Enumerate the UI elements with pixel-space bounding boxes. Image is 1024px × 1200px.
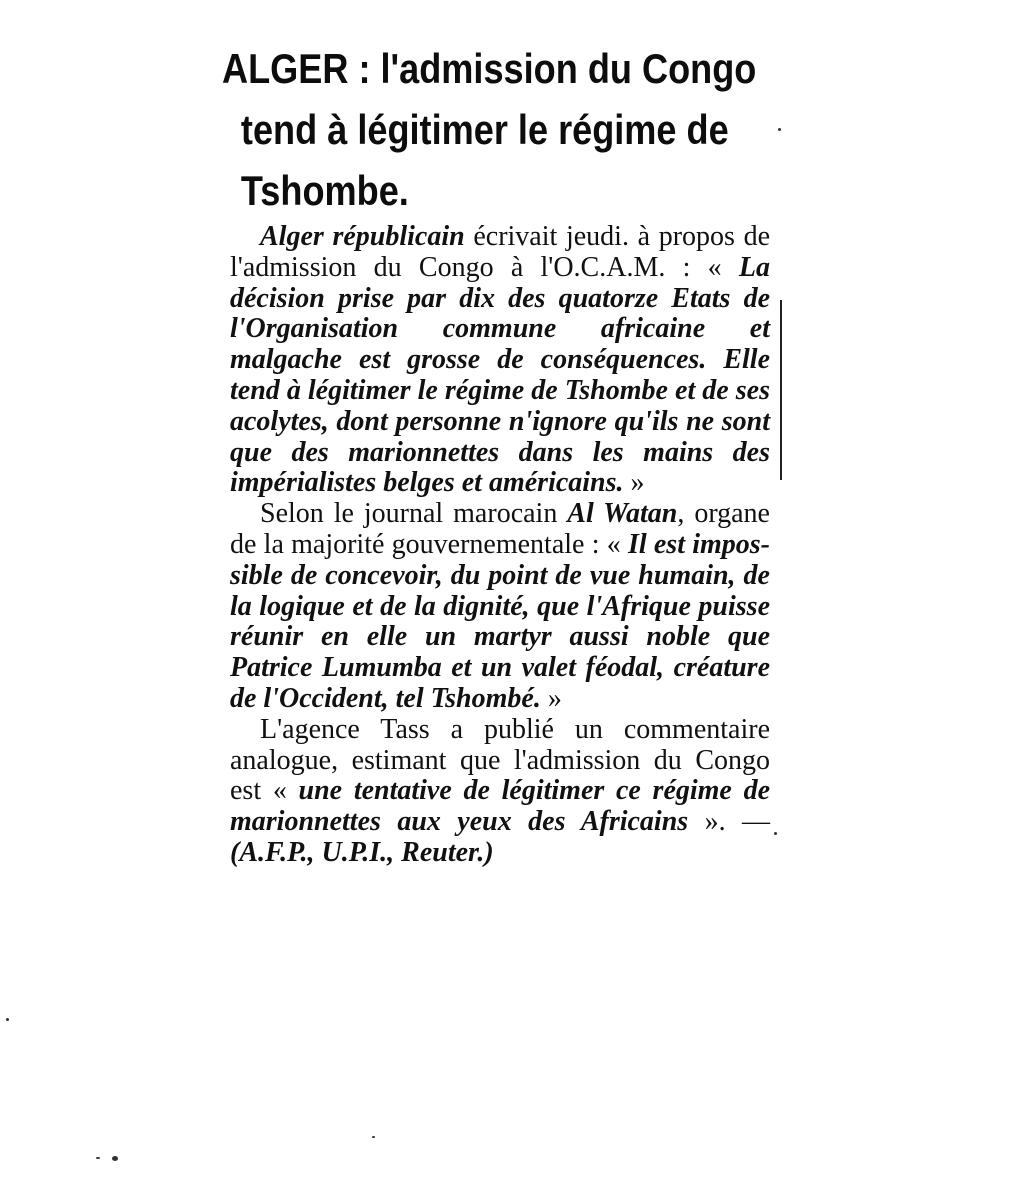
closing-quote: ». — xyxy=(688,806,771,838)
print-speck xyxy=(6,1018,9,1021)
headline xyxy=(222,38,757,221)
print-speck xyxy=(372,1136,375,1138)
print-speck xyxy=(778,128,781,131)
paragraph-text: écrivait jeudi. à propos de l'admission du Congo à l'O.C.A.M. : « xyxy=(230,221,771,283)
paragraph-text: , organe de la majorité gouvernementale : « xyxy=(230,498,770,560)
headline-line-2: tend à légitimer le régime de xyxy=(240,106,729,153)
quotation: une tentative de légitimer ce régime de marionnettes aux yeux des Africains xyxy=(230,775,770,838)
quotation: La décision prise par dix des quatorze Etats de l'Organisation commune africaine et malgache est grosse de conséquences. Elle tend à légitimer le régime de Tshombe et de ses acolytes, dont personne n'ignore qu'ils ne sont que des marionnettes dans les mains des impérialistes belges et américains. xyxy=(230,251,770,499)
paragraph-alger-republicain xyxy=(230,222,770,499)
print-speck xyxy=(96,1157,100,1159)
publication-name: Alger républicain xyxy=(260,221,465,252)
closing-quote: » xyxy=(623,467,645,499)
article-body xyxy=(230,222,770,869)
paragraph-agence-tass xyxy=(230,715,770,869)
source-credit: (A.F.P., U.P.I., Reuter.) xyxy=(230,836,494,868)
quotation: Il est impossible de concevoir, du point de vue humain, de la logique et de la dignité, que l'Afrique puisse réunir en elle un martyr aussi noble que Patrice Lumumba et un valet féodal, créature de l'Occident, tel Tshombé. xyxy=(230,528,770,714)
column-rule-mark xyxy=(780,300,782,480)
headline-line-1: ALGER : l'admission du Congo xyxy=(222,45,757,92)
print-speck xyxy=(774,832,777,835)
paragraph-al-watan xyxy=(230,499,770,715)
paragraph-text: L'agence Tass a publié un commentaire analogue, estimant que l'admission du Congo est « xyxy=(230,713,770,807)
paragraph-text: Selon le journal marocain xyxy=(260,498,568,530)
headline-line-3: Tshombe. xyxy=(240,167,409,214)
closing-quote: » xyxy=(540,682,562,714)
print-speck xyxy=(112,1156,118,1161)
publication-name: Al Watan xyxy=(567,498,678,530)
